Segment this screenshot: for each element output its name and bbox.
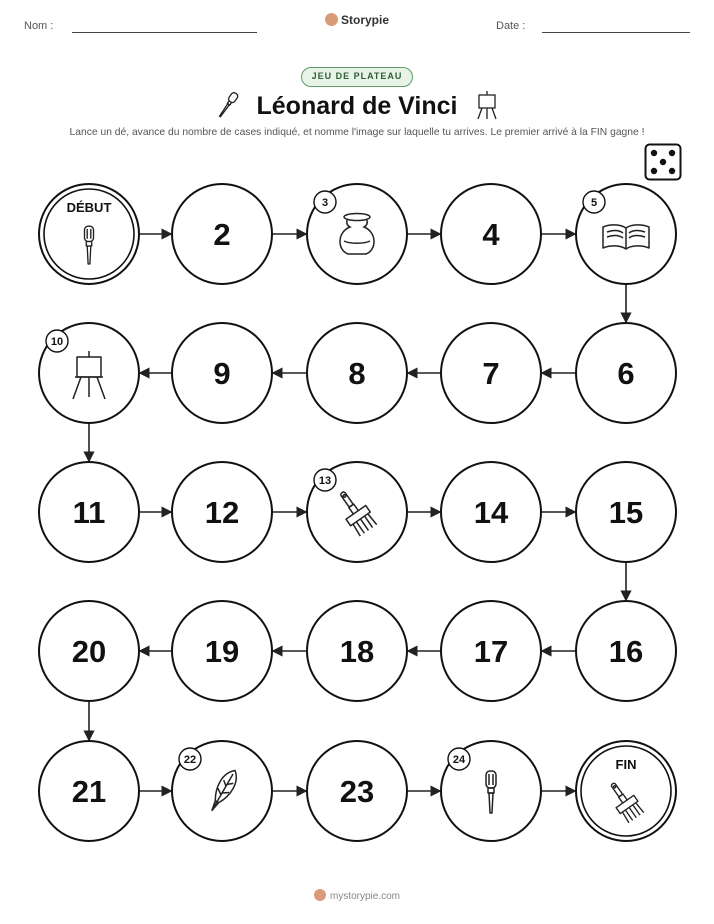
cell-number: 4 — [482, 217, 500, 252]
board-cell-2 — [172, 184, 272, 284]
cell-number: 13 — [318, 475, 332, 487]
board-cell-18 — [307, 601, 407, 701]
cell-number: 18 — [339, 634, 375, 669]
board-cell-12 — [172, 462, 272, 562]
cell-number: 14 — [473, 495, 509, 530]
board-cell-25 — [576, 741, 676, 841]
board-cell-3 — [307, 184, 407, 284]
end-label: FIN — [615, 757, 637, 772]
cell-number: 22 — [183, 754, 197, 766]
cell-circle — [576, 741, 676, 841]
cell-number: 12 — [204, 495, 240, 530]
board-cell-7 — [441, 323, 541, 423]
board-cell-16 — [576, 601, 676, 701]
cell-number: 3 — [321, 197, 329, 209]
cell-number: 9 — [213, 356, 231, 391]
cell-number: 8 — [348, 356, 366, 391]
board-cell-5 — [576, 184, 676, 284]
instructions: Lance un dé, avance du nombre de cases indiqué, et nomme l'image sur laquelle tu arrives. Le premier arrivé à la FIN gagne ! — [69, 127, 645, 138]
cell-number: 7 — [482, 356, 500, 391]
board-cell-1 — [39, 184, 139, 284]
board-cell-15 — [576, 462, 676, 562]
board-cell-11 — [39, 462, 139, 562]
board-cell-6 — [576, 323, 676, 423]
cell-number: 5 — [590, 197, 598, 209]
cell-number: 11 — [72, 495, 106, 530]
cell-number: 20 — [71, 634, 107, 669]
cell-number: 15 — [608, 495, 644, 530]
cell-number: 21 — [71, 774, 107, 809]
cell-number: 2 — [213, 217, 231, 252]
board-cell-9 — [172, 323, 272, 423]
cell-number: 6 — [617, 356, 635, 391]
footer-brand — [0, 889, 714, 902]
date-label: Date : — [496, 20, 526, 32]
board-cell-10 — [39, 323, 139, 423]
board-cell-8 — [307, 323, 407, 423]
board-cell-21 — [39, 741, 139, 841]
board-cell-4 — [441, 184, 541, 284]
storypie-logo-icon — [314, 889, 326, 901]
cell-number: 19 — [204, 634, 240, 669]
cell-circle — [39, 184, 139, 284]
board-cell-24 — [441, 741, 541, 841]
cell-number: 10 — [50, 336, 64, 348]
board-cell-14 — [441, 462, 541, 562]
cell-number: 24 — [452, 754, 466, 766]
page-title: Léonard de Vinci — [256, 92, 458, 120]
cell-number: 17 — [473, 634, 509, 669]
name-label: Nom : — [24, 20, 54, 32]
cell-number: 16 — [608, 634, 644, 669]
board-cell-22 — [172, 741, 272, 841]
category-badge: JEU DE PLATEAU — [301, 67, 413, 87]
board-cell-19 — [172, 601, 272, 701]
board-cell-13 — [307, 462, 407, 562]
board-cell-20 — [39, 601, 139, 701]
brand-name: Storypie — [340, 13, 389, 27]
cell-number: 23 — [339, 774, 375, 809]
start-label: DÉBUT — [66, 200, 112, 215]
board-cell-17 — [441, 601, 541, 701]
board-cell-23 — [307, 741, 407, 841]
footer-url: mystorypie.com — [329, 891, 400, 902]
